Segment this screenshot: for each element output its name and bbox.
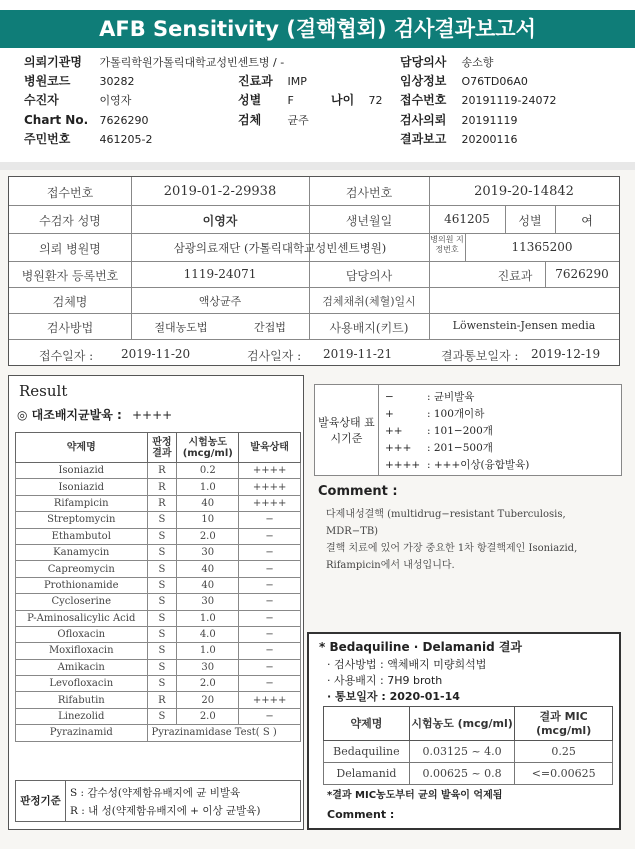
cell-conc: 20 [177, 692, 239, 708]
doctor-label: 담당의사 [400, 55, 447, 69]
cell-growth: − [239, 512, 301, 528]
comment-line: 결핵 치료에 있어 가장 중요한 1차 항결핵제인 Isoniazid, [326, 543, 578, 554]
pyrazinamid-test: Pyrazinamidase Test( S ) [147, 725, 300, 741]
exam-date-value: 2019-11-21 [323, 347, 393, 361]
exam-date-label: 검사일자 : [247, 349, 302, 363]
table-row [16, 479, 301, 495]
comment-line: 다제내성결핵 (multidrug−resistant Tuberculosis, [326, 509, 566, 520]
cell-conc: 40 [177, 577, 239, 593]
col-judge: 판정결과 [147, 433, 177, 463]
cell-conc: 0.2 [177, 463, 239, 479]
criteria-r: R : 내 성(약제함유배지에 + 이상 균발육) [70, 805, 261, 817]
legend-desc: : 101−200개 [427, 425, 493, 437]
cell-judge: R [147, 463, 177, 479]
mic-table [323, 706, 613, 785]
cell-growth: − [239, 643, 301, 659]
cell-conc: 1.0 [177, 479, 239, 495]
legend-symbol: + [385, 408, 394, 420]
comment-title: Comment : [318, 484, 398, 499]
table-row [16, 544, 301, 560]
sex-value: 여 [581, 214, 593, 228]
bedaquiline-medium: · 사용배지 : 7H9 broth [327, 674, 443, 687]
exam-no-label: 검사번호 [345, 186, 393, 200]
table-row [16, 512, 301, 528]
legend-row [385, 423, 493, 438]
cell-conc: 30 [177, 594, 239, 610]
cell-conc: 30 [177, 659, 239, 675]
table-row [16, 643, 301, 659]
mic-cell-conc: 0.03125 ~ 4.0 [409, 741, 515, 763]
table-row [16, 676, 301, 692]
birth-label: 생년월일 [345, 214, 393, 228]
mic-cell-mic: 0.25 [515, 741, 613, 763]
recv-date-value: 2019-11-20 [121, 347, 191, 361]
patient-value: 이영자 [202, 214, 238, 228]
mic-col-drug: 약제명 [324, 707, 410, 741]
mic-col-mic: 결과 MIC (mcg/ml) [515, 707, 613, 741]
cell-growth: − [239, 594, 301, 610]
dept-label: 진료과 [238, 74, 273, 88]
criteria-box [15, 780, 301, 822]
cell-drug: Rifabutin [16, 692, 148, 708]
receipt-label: 접수번호 [400, 93, 447, 107]
cell-conc: 2.0 [177, 708, 239, 724]
cell-growth: ++++ [239, 495, 301, 511]
criteria-s: S : 감수성(약제함유배지에 균 비발육 [70, 787, 241, 799]
receipt-value: 20191119-24072 [461, 94, 557, 107]
request-value: 20191119 [461, 114, 518, 127]
cell-conc: 2.0 [177, 528, 239, 544]
legend-symbol: ++++ [385, 459, 421, 471]
cell-conc: 40 [177, 561, 239, 577]
cell-growth: − [239, 626, 301, 642]
cell-judge: S [147, 659, 177, 675]
table-row [16, 594, 301, 610]
mic-cell-conc: 0.00625 ~ 0.8 [409, 763, 515, 785]
dept-value: IMP [287, 75, 307, 88]
hospital-code-label: 병원코드 [24, 74, 71, 88]
col-conc: 시험농도 (mcg/ml) [177, 433, 239, 463]
table-row [16, 495, 301, 511]
resident-label: 주민번호 [24, 132, 71, 146]
report-header [0, 54, 635, 162]
bedaquiline-title: * Bedaquiline · Delamanid 결과 [319, 640, 523, 654]
result-box [8, 375, 304, 830]
specimen-label: 검체 [238, 113, 262, 127]
cell-judge: S [147, 561, 177, 577]
medium-label: 사용배지(키트) [329, 321, 409, 335]
info-table [8, 176, 620, 366]
cell-drug: Linezolid [16, 708, 148, 724]
cell-growth: ++++ [239, 692, 301, 708]
mic-note: *결과 MIC농도부터 균의 발육이 억제됨 [327, 790, 503, 801]
cell-judge: S [147, 610, 177, 626]
specimen-value: 균주 [287, 114, 309, 127]
gender-label: 성별 [238, 93, 262, 107]
cell-drug: Streptomycin [16, 512, 148, 528]
cell-judge: S [147, 577, 177, 593]
cell-conc: 2.0 [177, 676, 239, 692]
cell-drug: Levofloxacin [16, 676, 148, 692]
growth-legend [314, 384, 622, 476]
cell-conc: 1.0 [177, 643, 239, 659]
control-value: ++++ [131, 408, 173, 422]
divider [0, 162, 635, 170]
cell-judge: S [147, 626, 177, 642]
reg-value: 1119-24071 [183, 267, 257, 281]
bedaquiline-date: · 통보일자 : 2020-01-14 [327, 690, 460, 703]
institution-label: 의뢰기관명 [24, 55, 82, 69]
cell-drug: Rifampicin [16, 495, 148, 511]
cell-conc: 4.0 [177, 626, 239, 642]
hosp-code-label: 병의원 지정번호 [430, 235, 464, 254]
legend-symbol: +++ [385, 442, 412, 454]
legend-symbol: − [385, 391, 394, 403]
control-growth [17, 406, 172, 423]
report-date-label: 결과보고 [400, 132, 447, 146]
hospital-value: 삼광의료재단 (가톨릭대학교성빈센트병원) [173, 241, 387, 255]
gender-value: F [287, 94, 294, 107]
cell-conc: 10 [177, 512, 239, 528]
bedaquiline-method: · 검사방법 : 액체배지 미량희석법 [327, 658, 487, 671]
cell-drug: Cycloserine [16, 594, 148, 610]
recv-date-label: 접수일자 : [39, 349, 94, 363]
ward-doctor-label: 담당의사 [345, 269, 393, 283]
cell-drug: Ethambutol [16, 528, 148, 544]
cell-drug: Moxifloxacin [16, 643, 148, 659]
bedaquiline-comment: Comment : [327, 808, 395, 821]
notify-date-label: 결과통보일자 : [441, 349, 519, 363]
cell-growth: − [239, 708, 301, 724]
exam-no-value: 2019-20-14842 [474, 184, 574, 199]
legend-row [385, 440, 493, 455]
collector-label: 수진자 [24, 93, 59, 107]
doctor-value: 송소향 [461, 56, 494, 69]
legend-desc: : 201−500개 [427, 442, 493, 454]
mic-col-conc: 시험농도 (mcg/ml) [409, 707, 515, 741]
collector-value: 이영자 [99, 94, 132, 107]
cell-drug: Capreomycin [16, 561, 148, 577]
cell-judge: R [147, 479, 177, 495]
table-row [324, 763, 613, 785]
comment-body [326, 506, 611, 574]
control-label: ◎ 대조배지균발육 : [17, 408, 122, 422]
mic-cell-drug: Delamanid [324, 763, 410, 785]
cell-judge: R [147, 495, 177, 511]
info-dept-label: 진료과 [497, 269, 533, 283]
cell-judge: S [147, 528, 177, 544]
cell-growth: ++++ [239, 479, 301, 495]
age-value: 72 [368, 94, 383, 107]
table-row [16, 626, 301, 642]
receipt-no-label: 접수번호 [46, 186, 94, 200]
mic-cell-mic: <=0.00625 [515, 763, 613, 785]
cell-growth: − [239, 561, 301, 577]
cell-growth: ++++ [239, 463, 301, 479]
cell-conc: 30 [177, 544, 239, 560]
cell-conc: 1.0 [177, 610, 239, 626]
table-row [16, 561, 301, 577]
hosp-code-value: 11365200 [511, 240, 573, 254]
age-label: 나이 [331, 93, 355, 107]
mic-cell-drug: Bedaquiline [324, 741, 410, 763]
method-value-2: 간접법 [254, 321, 286, 334]
collect-label: 검체채취(체혈)일시 [322, 295, 416, 308]
comment-line: Rifampicin에서 내성입니다. [326, 560, 455, 571]
cell-growth: − [239, 659, 301, 675]
cell-growth: − [239, 676, 301, 692]
cell-drug: Amikacin [16, 659, 148, 675]
cell-judge: S [147, 676, 177, 692]
method-value-1: 절대농도법 [154, 321, 208, 334]
spec-value: 액상균주 [198, 295, 242, 308]
cell-growth: − [239, 528, 301, 544]
patient-label: 수검자 성명 [39, 214, 101, 228]
result-title: Result [19, 382, 68, 400]
col-drug: 약제명 [16, 433, 148, 463]
drug-table [15, 432, 301, 742]
hospital-code-value: 30282 [99, 75, 135, 88]
receipt-no-value: 2019-01-2-29938 [163, 184, 277, 199]
scanned-report [0, 170, 635, 849]
cell-drug: Ofloxacin [16, 626, 148, 642]
bedaquiline-box [307, 632, 621, 830]
cell-drug: Kanamycin [16, 544, 148, 560]
cell-judge: S [147, 643, 177, 659]
legend-symbol: ++ [385, 425, 403, 437]
notify-date-value: 2019-12-19 [531, 347, 601, 361]
cell-judge: R [147, 692, 177, 708]
cell-growth: − [239, 610, 301, 626]
table-row [16, 659, 301, 675]
chart-value: 7626290 [99, 114, 149, 127]
cell-judge: S [147, 708, 177, 724]
legend-row [385, 457, 529, 472]
chart-label: Chart No. [24, 113, 89, 127]
legend-row [385, 406, 484, 421]
table-row [16, 463, 301, 479]
medium-value: Löwenstein-Jensen media [452, 319, 596, 332]
report-title: AFB Sensitivity (결핵협회) 검사결과보고서 [0, 10, 635, 48]
legend-desc: : 균비발육 [427, 391, 475, 403]
cell-drug: Isoniazid [16, 463, 148, 479]
table-row [16, 528, 301, 544]
comment-line: MDR−TB) [326, 526, 379, 537]
clinical-value: O76TD06A0 [461, 75, 528, 88]
pyrazinamid-name: Pyrazinamid [16, 725, 148, 741]
clinical-label: 임상정보 [400, 74, 447, 88]
cell-judge: S [147, 512, 177, 528]
report-date-value: 20200116 [461, 133, 518, 146]
legend-label: 발육상태 표시기준 [315, 385, 379, 475]
info-dept-value: 7626290 [555, 267, 609, 281]
legend-row [385, 389, 474, 404]
cell-judge: S [147, 544, 177, 560]
cell-drug: P-Aminosalicylic Acid [16, 610, 148, 626]
birth-value: 461205 [444, 212, 490, 226]
table-row [16, 577, 301, 593]
table-row [16, 692, 301, 708]
table-row [16, 708, 301, 724]
cell-drug: Isoniazid [16, 479, 148, 495]
cell-growth: − [239, 544, 301, 560]
resident-value: 461205-2 [99, 133, 153, 146]
legend-desc: : +++이상(융합발육) [427, 459, 530, 471]
cell-growth: − [239, 577, 301, 593]
criteria-label: 판정기준 [16, 781, 66, 821]
cell-judge: S [147, 594, 177, 610]
col-growth: 발육상태 [239, 433, 301, 463]
request-label: 검사의뢰 [400, 113, 447, 127]
cell-drug: Prothionamide [16, 577, 148, 593]
method-label: 검사방법 [46, 321, 94, 335]
cell-conc: 40 [177, 495, 239, 511]
sex-label: 성별 [518, 214, 542, 228]
reg-label: 병원환자 등록번호 [21, 269, 119, 283]
hospital-label: 의뢰 병원명 [39, 242, 101, 256]
table-row [324, 741, 613, 763]
table-row [16, 610, 301, 626]
spec-label: 검체명 [52, 295, 88, 309]
institution-value: 가톨릭학원가톨릭대학교성빈센트병 / - [99, 56, 285, 69]
legend-desc: : 100개이하 [427, 408, 485, 420]
